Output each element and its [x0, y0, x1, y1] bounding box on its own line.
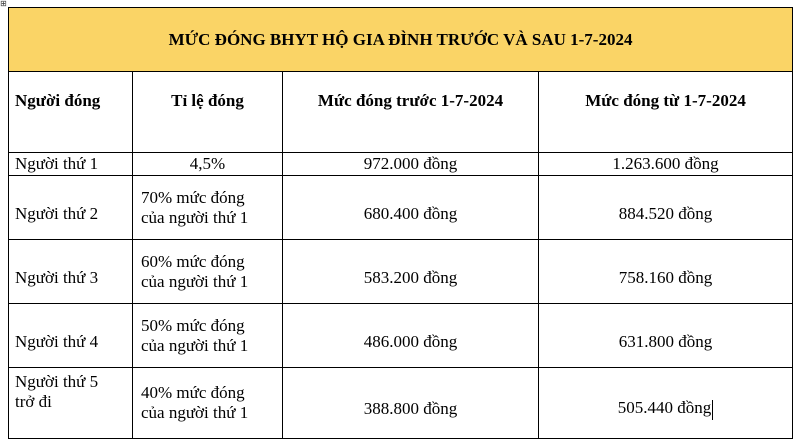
table-row: [9, 153, 793, 176]
rate-cell: 4,5%: [133, 153, 283, 176]
rate-cell: 40% mức đóng của người thứ 1: [133, 368, 283, 439]
before-amount-cell: 583.200 đồng: [283, 240, 539, 304]
after-amount-cell[interactable]: 505.440 đồng: [539, 368, 793, 439]
before-amount-cell: 486.000 đồng: [283, 304, 539, 368]
header-payer: Người đóng: [9, 72, 133, 153]
title-row: [9, 8, 793, 72]
bhyt-contribution-table: [8, 7, 793, 439]
table-row: [9, 304, 793, 368]
header-after: Mức đóng từ 1-7-2024: [539, 72, 793, 153]
rate-cell: 50% mức đóng của người thứ 1: [133, 304, 283, 368]
payer-cell: Người thứ 2: [9, 176, 133, 240]
rate-cell: 70% mức đóng của người thứ 1: [133, 176, 283, 240]
rate-cell: 60% mức đóng của người thứ 1: [133, 240, 283, 304]
table-row: [9, 368, 793, 439]
table-row: [9, 240, 793, 304]
header-row: [9, 72, 793, 153]
text-cursor: [712, 400, 713, 420]
after-amount-cell: 1.263.600 đồng: [539, 153, 793, 176]
payer-cell: Người thứ 4: [9, 304, 133, 368]
payer-cell: Người thứ 3: [9, 240, 133, 304]
header-before: Mức đóng trước 1-7-2024: [283, 72, 539, 153]
before-amount-cell: 972.000 đồng: [283, 153, 539, 176]
after-amount-cell: 631.800 đồng: [539, 304, 793, 368]
after-amount-cell: 758.160 đồng: [539, 240, 793, 304]
before-amount-cell: 388.800 đồng: [283, 368, 539, 439]
header-rate: Tỉ lệ đóng: [133, 72, 283, 153]
before-amount-cell: 680.400 đồng: [283, 176, 539, 240]
payer-cell: Người thứ 1: [9, 153, 133, 176]
table-title: MỨC ĐÓNG BHYT HỘ GIA ĐÌNH TRƯỚC VÀ SAU 1-7-2024: [9, 8, 793, 72]
table-row: [9, 176, 793, 240]
payer-cell: Người thứ 5 trở đi: [9, 368, 133, 439]
after-amount-cell: 884.520 đồng: [539, 176, 793, 240]
table-move-handle-icon[interactable]: ⊞: [0, 0, 7, 8]
